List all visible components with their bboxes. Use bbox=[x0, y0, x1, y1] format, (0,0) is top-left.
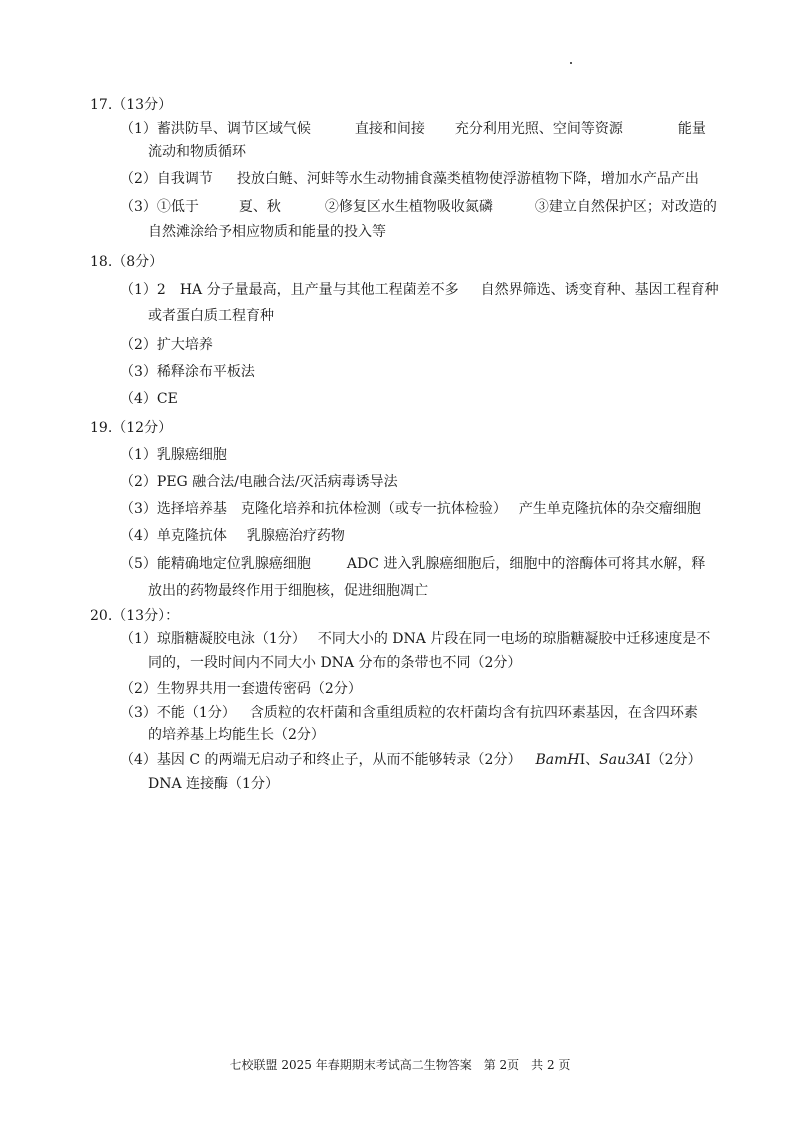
q20-line-3-cont: 的培养基上均能生长（2分） bbox=[148, 727, 325, 743]
q17-line-2: （2）自我调节 投放白鲢、河蚌等水生动物捕食藻类植物使浮游植物下降，增加水产品产出 bbox=[120, 171, 699, 187]
q19-line-3: （3）选择培养基 克隆化培养和抗体检测（或专一抗体检验） 产生单克隆抗体的杂交瘤细胞 bbox=[120, 501, 701, 517]
q20-heading: 20.（13分）： bbox=[90, 608, 180, 624]
page-footer: 七校联盟 2025 年春期期末考试高二生物答案 第 2页 共 2 页 bbox=[229, 1058, 571, 1072]
q18-line-1: （1）2 HA 分子量最高，且产量与其他工程菌差不多 自然界筛选、诱变育种、基因工程育种 bbox=[120, 282, 719, 298]
q18-heading: 18.（8分） bbox=[90, 254, 164, 270]
q19-line-4: （4）单克隆抗体 乳腺癌治疗药物 bbox=[120, 528, 345, 544]
q18-line-1-cont: 或者蛋白质工程育种 bbox=[148, 308, 274, 324]
q20-line-1: （1）琼脂糖凝胶电泳（1分） 不同大小的 DNA 片段在同一电场的琼脂糖凝胶中迁移速度是不 bbox=[120, 631, 711, 647]
q17-line-1: （1）蓄洪防旱、调节区域气候 直接和间接 充分利用光照、空间等资源 能量 bbox=[120, 121, 706, 137]
q20-line-3: （3）不能（1分） 含质粒的农杆菌和含重组质粒的农杆菌均含有抗四环素基因，在含四环素 bbox=[120, 705, 698, 721]
q19-line-5: （5）能精确地定位乳腺癌细胞 ADC 进入乳腺癌细胞后，细胞中的溶酶体可将其水解，释 bbox=[120, 556, 706, 572]
q18-line-3: （3）稀释涂布平板法 bbox=[120, 364, 255, 380]
q19-line-2: （2）PEG 融合法/电融合法/灭活病毒诱导法 bbox=[120, 474, 398, 490]
q20-line-1-cont: 同的，一段时间内不同大小 DNA 分布的条带也不同（2分） bbox=[148, 655, 522, 671]
scan-speck bbox=[570, 62, 572, 64]
q18-line-4: （4）CE bbox=[120, 391, 178, 407]
q17-heading: 17.（13分） bbox=[90, 97, 173, 113]
q20-line-4-cont: DNA 连接酶（1分） bbox=[148, 776, 279, 792]
q20-line-4: （4）基因 C 的两端无启动子和终止子，从而不能够转录（2分） BamHⅠ、Sau3AⅠ（2分） bbox=[120, 752, 702, 768]
q17-line-3: （3）①低于 夏、秋 ②修复区水生植物吸收氮磷 ③建立自然保护区；对改造的 bbox=[120, 199, 717, 215]
q19-heading: 19.（12分） bbox=[90, 420, 173, 436]
q17-line-1-cont: 流动和物质循环 bbox=[148, 144, 246, 160]
q17-line-3-cont: 自然滩涂给予相应物质和能量的投入等 bbox=[148, 224, 386, 240]
q19-line-5-cont: 放出的药物最终作用于细胞核，促进细胞凋亡 bbox=[148, 583, 428, 599]
q19-line-1: （1）乳腺癌细胞 bbox=[120, 447, 227, 463]
q18-line-2: （2）扩大培养 bbox=[120, 337, 213, 353]
q20-line-2: （2）生物界共用一套遗传密码（2分） bbox=[120, 681, 362, 697]
